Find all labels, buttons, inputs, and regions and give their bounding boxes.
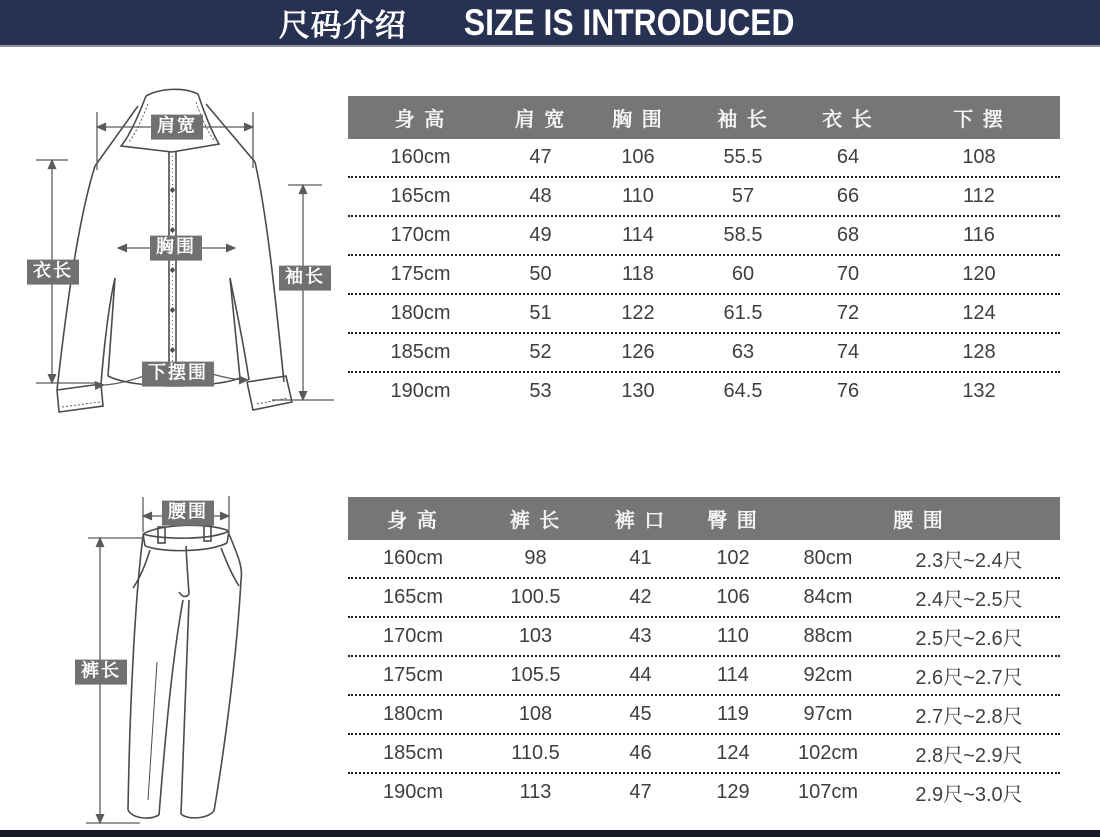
table-cell: 107cm — [797, 781, 859, 803]
table-cell: 126 — [621, 341, 655, 363]
garment-length-label: 衣长 — [27, 260, 79, 285]
table-row — [348, 139, 1060, 178]
shirt-table-header — [348, 96, 1060, 139]
table-row — [348, 334, 1060, 373]
table-cell: 160cm — [382, 547, 444, 569]
table-cell: 2.5尺~2.6尺 — [915, 628, 1023, 650]
column-header: 臀 围 — [707, 510, 759, 532]
pants-size-table — [348, 497, 1060, 811]
table-cell: 45 — [629, 703, 652, 725]
table-cell: 55.5 — [723, 146, 763, 168]
table-row — [348, 178, 1060, 217]
shirt-size-table — [348, 96, 1060, 410]
table-cell: 70 — [836, 263, 860, 285]
table-cell: 98 — [524, 547, 547, 569]
table-cell: 68 — [836, 224, 860, 246]
table-cell: 51 — [529, 302, 552, 324]
table-cell: 88cm — [803, 625, 853, 647]
table-cell: 47 — [629, 781, 652, 803]
table-cell: 185cm — [382, 742, 444, 764]
table-cell: 170cm — [390, 224, 451, 246]
table-cell: 165cm — [390, 185, 451, 207]
table-cell: 72 — [836, 302, 860, 324]
table-cell: 41 — [629, 547, 652, 569]
table-cell: 180cm — [382, 703, 444, 725]
table-cell: 106 — [621, 146, 655, 168]
table-cell: 102 — [716, 547, 750, 569]
pants-outline — [128, 525, 242, 818]
table-row — [348, 295, 1060, 334]
table-cell: 64 — [836, 146, 860, 168]
table-cell: 92cm — [803, 664, 853, 686]
table-cell: 2.8尺~2.9尺 — [915, 745, 1023, 767]
table-cell: 2.7尺~2.8尺 — [915, 706, 1023, 728]
table-cell: 106 — [716, 586, 750, 608]
table-cell: 120 — [962, 263, 996, 285]
table-cell: 76 — [836, 380, 860, 402]
table-cell: 53 — [529, 380, 552, 402]
table-cell: 61.5 — [723, 302, 763, 324]
table-row — [348, 373, 1060, 410]
table-cell: 108 — [962, 146, 996, 168]
column-header: 胸 围 — [612, 109, 664, 131]
table-cell: 102cm — [797, 742, 859, 764]
table-cell: 84cm — [803, 586, 853, 608]
table-cell: 175cm — [390, 263, 451, 285]
table-cell: 129 — [716, 781, 750, 803]
pants-table-body — [348, 540, 1060, 811]
table-cell: 110 — [717, 625, 749, 647]
table-cell: 46 — [629, 742, 652, 764]
table-cell: 160cm — [390, 146, 451, 168]
table-cell: 63 — [731, 341, 755, 363]
column-header: 下 摆 — [953, 109, 1005, 131]
pants-measure-diagram — [0, 470, 350, 837]
table-cell: 43 — [629, 625, 652, 647]
table-row — [348, 774, 1060, 811]
table-cell: 2.4尺~2.5尺 — [915, 589, 1023, 611]
table-cell: 175cm — [382, 664, 444, 686]
table-cell: 122 — [621, 302, 655, 324]
table-cell: 165cm — [382, 586, 444, 608]
table-cell: 119 — [717, 703, 749, 725]
column-header: 衣 长 — [822, 109, 874, 131]
table-row — [348, 696, 1060, 735]
chest-girth-label: 胸围 — [150, 236, 202, 261]
table-cell: 116 — [963, 224, 995, 246]
table-cell: 114 — [717, 664, 749, 686]
table-cell: 42 — [629, 586, 652, 608]
page-title-english: SIZE IS INTRODUCED — [463, 1, 795, 43]
column-header: 肩 宽 — [514, 109, 567, 131]
shoulder-width-label: 肩宽 — [151, 115, 203, 140]
bottom-edge-bar — [0, 830, 1100, 837]
table-row — [348, 217, 1060, 256]
table-cell: 130 — [621, 380, 655, 402]
table-row — [348, 579, 1060, 618]
table-cell: 185cm — [390, 341, 451, 363]
page-title-chinese: 尺码介绍 — [278, 8, 407, 43]
table-cell: 58.5 — [723, 224, 763, 246]
table-cell: 64.5 — [723, 380, 763, 402]
table-cell: 100.5 — [510, 586, 561, 608]
table-cell: 190cm — [382, 781, 444, 803]
table-row — [348, 540, 1060, 579]
table-cell: 57 — [731, 185, 755, 207]
table-cell: 80cm — [803, 547, 853, 569]
table-cell: 103 — [518, 625, 553, 647]
shirt-table-body — [348, 139, 1060, 410]
table-cell: 50 — [529, 263, 552, 285]
page-title-banner — [0, 0, 1100, 47]
column-header: 裤 长 — [509, 510, 562, 532]
pants-length-label: 裤长 — [75, 660, 127, 685]
table-cell: 118 — [622, 263, 654, 285]
table-row — [348, 735, 1060, 774]
table-row — [348, 618, 1060, 657]
table-cell: 49 — [529, 224, 552, 246]
table-cell: 132 — [962, 380, 996, 402]
column-header: 身 高 — [387, 510, 439, 532]
sleeve-length-label: 袖长 — [279, 266, 331, 291]
column-header: 裤 口 — [614, 510, 667, 532]
column-header: 袖 长 — [717, 109, 769, 131]
column-header: 身 高 — [394, 109, 447, 131]
table-cell: 47 — [529, 146, 552, 168]
table-cell: 66 — [836, 185, 860, 207]
column-header: 腰 围 — [893, 510, 945, 532]
table-cell: 60 — [731, 263, 755, 285]
table-cell: 97cm — [803, 703, 853, 725]
table-cell: 128 — [962, 341, 996, 363]
table-cell: 2.3尺~2.4尺 — [915, 550, 1023, 572]
hem-girth-label: 下摆围 — [142, 362, 214, 387]
table-cell: 110.5 — [511, 742, 560, 764]
table-cell: 48 — [529, 185, 552, 207]
table-cell: 74 — [836, 341, 860, 363]
table-cell: 190cm — [390, 380, 451, 402]
table-cell: 170cm — [382, 625, 444, 647]
table-cell: 52 — [529, 341, 552, 363]
table-cell: 114 — [622, 224, 654, 246]
table-row — [348, 256, 1060, 295]
shirt-measure-diagram — [0, 60, 350, 420]
table-cell: 113 — [519, 781, 552, 803]
pants-table-header — [348, 497, 1060, 540]
table-cell: 180cm — [390, 302, 451, 324]
table-cell: 2.9尺~3.0尺 — [915, 784, 1023, 806]
table-cell: 124 — [962, 302, 996, 324]
table-row — [348, 657, 1060, 696]
table-cell: 110 — [622, 185, 654, 207]
waist-girth-label: 腰围 — [162, 501, 214, 526]
table-cell: 124 — [716, 742, 750, 764]
table-cell: 2.6尺~2.7尺 — [915, 667, 1023, 689]
table-cell: 44 — [629, 664, 652, 686]
table-cell: 105.5 — [510, 664, 561, 686]
table-cell: 112 — [963, 185, 995, 207]
table-cell: 108 — [518, 703, 553, 725]
